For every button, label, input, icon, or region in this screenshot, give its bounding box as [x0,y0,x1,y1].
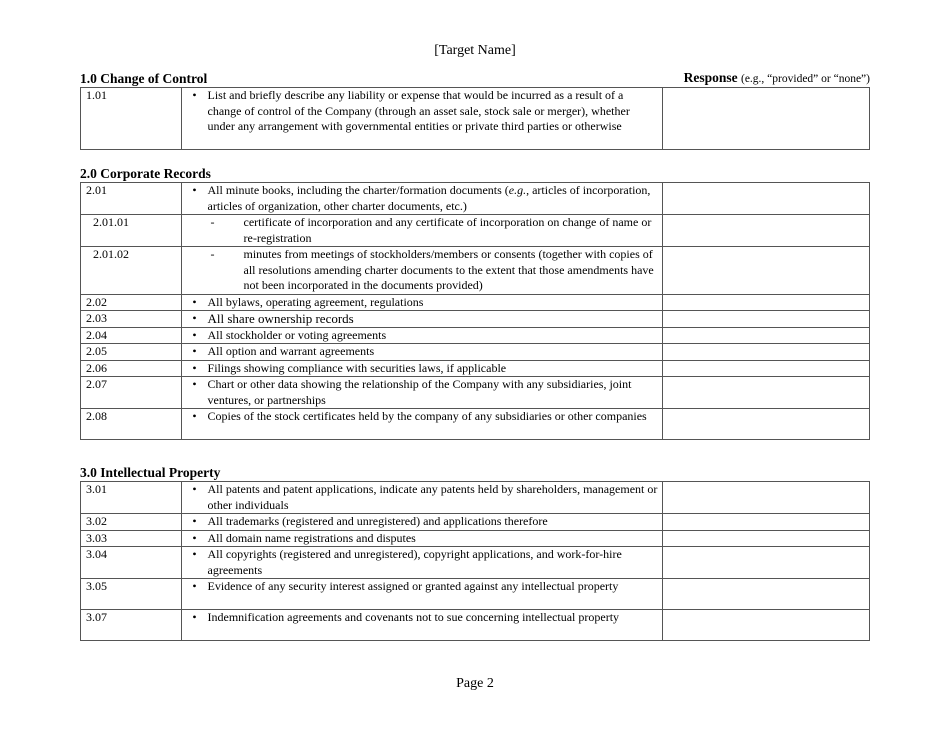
item-number: 2.01 [81,183,182,215]
response-cell[interactable] [662,530,869,547]
response-cell[interactable] [662,482,869,514]
item-description [181,530,662,547]
bullet-marker: • [192,88,197,102]
bullet-marker: • [192,610,197,624]
response-cell[interactable] [662,579,869,610]
dash-marker: - [210,215,215,229]
item-number: 3.03 [81,530,182,547]
checklist-table [80,481,870,641]
table-row [81,547,870,579]
section-title: 2.0 Corporate Records [80,166,211,181]
bullet-marker: • [192,344,197,358]
item-text: All copyrights (registered and unregistered), copyright applications, and work-for-hire agreements [207,547,622,577]
response-cell[interactable] [662,514,869,531]
response-cell[interactable] [662,183,869,215]
item-number: 3.04 [81,547,182,579]
table-row [81,482,870,514]
table-row [81,579,870,610]
item-number: 2.01.01 [81,215,182,247]
item-number: 3.02 [81,514,182,531]
bullet-marker: • [192,579,197,593]
response-cell[interactable] [662,247,869,295]
bullet-marker: • [192,514,197,528]
item-number: 2.07 [81,377,182,409]
item-description [181,579,662,610]
item-description [181,610,662,641]
item-description [181,482,662,514]
item-description [181,247,662,295]
item-text-emphasis: e.g. [508,183,527,197]
item-number: 2.06 [81,360,182,377]
bullet-marker: • [192,294,197,309]
item-number: 2.04 [81,327,182,344]
item-number: 1.01 [81,88,182,150]
item-text: minutes from meetings of stockholders/members or consents (together with copies of all resolutions amending charter documents to the extent that those amendments have not been incorporated in the documents provided) [243,247,654,292]
response-cell[interactable] [662,547,869,579]
table-row [81,183,870,215]
section-heading [80,166,870,182]
item-description [181,547,662,579]
item-text: Copies of the stock certificates held by the company of any subsidiaries or other companies [207,409,647,423]
section-intellectual-property [80,465,870,641]
table-row [81,294,870,311]
item-number: 2.08 [81,409,182,440]
item-text: Chart or other data showing the relationship of the Company with any subsidiaries, joint ventures, or partnerships [207,377,632,407]
section-heading [80,465,870,481]
item-text: All trademarks (registered and unregistered) and applications therefore [207,514,548,528]
response-hint: (e.g., “provided” or “none”) [741,73,870,85]
item-number: 3.05 [81,579,182,610]
response-cell[interactable] [662,88,869,150]
table-row [81,327,870,344]
item-text-part: All minute books, including the charter/formation documents ( [207,183,509,197]
bullet-marker: • [192,311,197,325]
page-number: Page 2 [456,676,494,691]
section-title: 1.0 Change of Control [80,71,208,86]
response-cell[interactable] [662,294,869,311]
bullet-marker: • [192,530,197,545]
item-text: All bylaws, operating agreement, regulations [207,294,424,309]
bullet-marker: • [192,409,197,423]
item-description [181,514,662,531]
section-title: 3.0 Intellectual Property [80,465,221,480]
response-column-header [684,70,870,87]
table-row [81,360,870,377]
table-row [81,610,870,641]
item-number: 2.05 [81,344,182,361]
table-row [81,344,870,361]
item-description [181,360,662,377]
table-row [81,247,870,295]
item-text: List and briefly describe any liability or expense that would be incurred as a result of a change of control of the Company (through an asset sale, stock sale or merger), whether under any arrangement with governmental entities or private third parties or otherwise [207,88,630,133]
item-text-part: , articles of incorporation, articles of organization, other charter documents, etc.) [207,183,651,213]
bullet-marker: • [192,377,197,391]
item-text: Filings showing compliance with securities laws, if applicable [207,360,507,375]
bullet-marker: • [192,327,197,342]
item-description [181,409,662,440]
response-cell[interactable] [662,409,869,440]
item-text: All domain name registrations and disputes [207,530,416,545]
table-row [81,311,870,328]
item-description [181,183,662,215]
response-cell[interactable] [662,311,869,328]
bullet-marker: • [192,547,197,561]
item-description [181,344,662,361]
item-number: 3.01 [81,482,182,514]
item-number: 3.07 [81,610,182,641]
dash-marker: - [210,247,215,261]
item-number: 2.01.02 [81,247,182,295]
document-header-title: [Target Name] [434,43,516,58]
bullet-marker: • [192,482,197,496]
table-row [81,377,870,409]
item-text: All share ownership records [207,311,354,326]
item-text: Indemnification agreements and covenants not to sue concerning intellectual property [207,610,620,624]
table-row [81,88,870,150]
item-description [181,311,662,328]
item-text: Evidence of any security interest assigned or granted against any intellectual property [207,579,619,593]
item-description [181,377,662,409]
bullet-marker: • [192,183,197,197]
bullet-marker: • [192,360,197,375]
response-cell[interactable] [662,215,869,247]
item-description [181,327,662,344]
response-cell[interactable] [662,344,869,361]
table-row [81,530,870,547]
checklist-table [80,87,870,150]
item-text: All stockholder or voting agreements [207,327,387,342]
item-description [181,215,662,247]
response-label: Response [683,70,738,85]
table-row [81,514,870,531]
item-description [181,88,662,150]
response-cell[interactable] [662,360,869,377]
item-number: 2.03 [81,311,182,328]
checklist-table [80,182,870,440]
item-text [208,183,662,214]
section-corporate-records [80,166,870,440]
item-number: 2.02 [81,294,182,311]
response-cell[interactable] [662,610,869,641]
table-row [81,409,870,440]
item-text: certificate of incorporation and any certificate of incorporation on change of name or re-registration [243,215,652,245]
table-row [81,215,870,247]
section-change-of-control [80,71,870,150]
item-text: All patents and patent applications, indicate any patents held by shareholders, management or other individuals [207,482,658,512]
response-cell[interactable] [662,327,869,344]
response-cell[interactable] [662,377,869,409]
item-description [181,294,662,311]
section-heading [80,71,870,87]
item-text: All option and warrant agreements [207,344,375,358]
